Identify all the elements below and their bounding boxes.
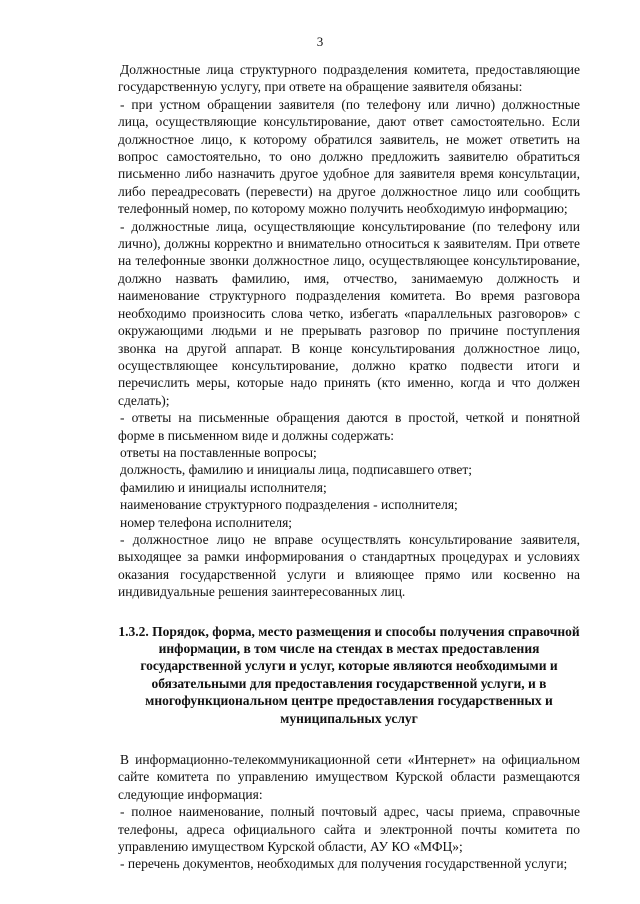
list-item: должность, фамилию и инициалы лица, подписавшего ответ; [120,462,473,478]
list-item: ответы на поставленные вопросы; [120,444,317,460]
paragraph: - ответы на письменные обращения даются в простой, четкой и понятной форме в письменном виде и должны содержать: [118,410,580,443]
page-number: 3 [316,34,324,49]
document-body [118,61,580,873]
paragraph: Должностные лица структурного подразделения комитета, предоставляющие государственную услугу, при ответе на обращение заявителя обязаны: [118,62,580,95]
paragraph: - перечень документов, необходимых для получения государственной услуги; [120,856,568,872]
list-item: фамилию и инициалы исполнителя; [120,479,327,495]
paragraph: - полное наименование, полный почтовый адрес, часы приема, справочные телефоны, адреса официального сайта и электронной почты комитета по управлению имуществом Курской области, АУ КО «МФЦ»; [118,804,580,855]
paragraph: - должностные лица, осуществляющие консультирование (по телефону или лично), должны корректно и внимательно относиться к заявителям. При ответе на телефонные звонки должностное лицо, осуществляющее консультирование, должно назвать фамилию, имя, отчество, занимаемую должность и наименование структурного подразделения комитета. Во время разговора необходимо произносить слова четко, избегать «параллельных разговоров» с окружающими людьми и не прерывать разговор по причине поступления звонка на другой аппарат. В конце консультирования должностное лицо, осуществляющее консультирование, должно кратко подвести итоги и перечислить меры, которые надо принять (кто именно, когда и что должен сделать); [118,218,580,408]
paragraph: - должностное лицо не вправе осуществлять консультирование заявителя, выходящее за рамки информирования о стандартных процедурах и условиях оказания государственной услуги и влияющее прямо или косвенно на индивидуальные решения заинтересованных лиц. [118,531,580,600]
list-item: наименование структурного подразделения - исполнителя; [120,497,458,513]
list-item: номер телефона исполнителя; [120,514,293,530]
paragraph: В информационно-телекоммуникационной сети «Интернет» на официальном сайте комитета по управлению имуществом Курской области размещаются следующие информация: [118,752,580,802]
section-heading: 1.3.2. Порядок, форма, место размещения и способы получения справочной информации, в том числе на стендах в местах предоставления государственной услуги и услуг, которые являются необходимыми и обязательными для предоставления государственной услуги, и в многофункциональном центре предоставления государственных и муниципальных услуг [118,623,580,726]
paragraph: - при устном обращении заявителя (по телефону или лично) должностные лица, осуществляющие консультирование, дают ответ самостоятельно. Если должностное лицо, к которому обратился заявитель, не может ответить на вопрос самостоятельно, то оно должно предложить заявителю обратиться письменно либо назначить другое удобное для заявителя время консультации, либо переадресовать (перевести) на другое должностное лицо или сообщить телефонный номер, по которому можно получить необходимую информацию; [118,96,580,217]
